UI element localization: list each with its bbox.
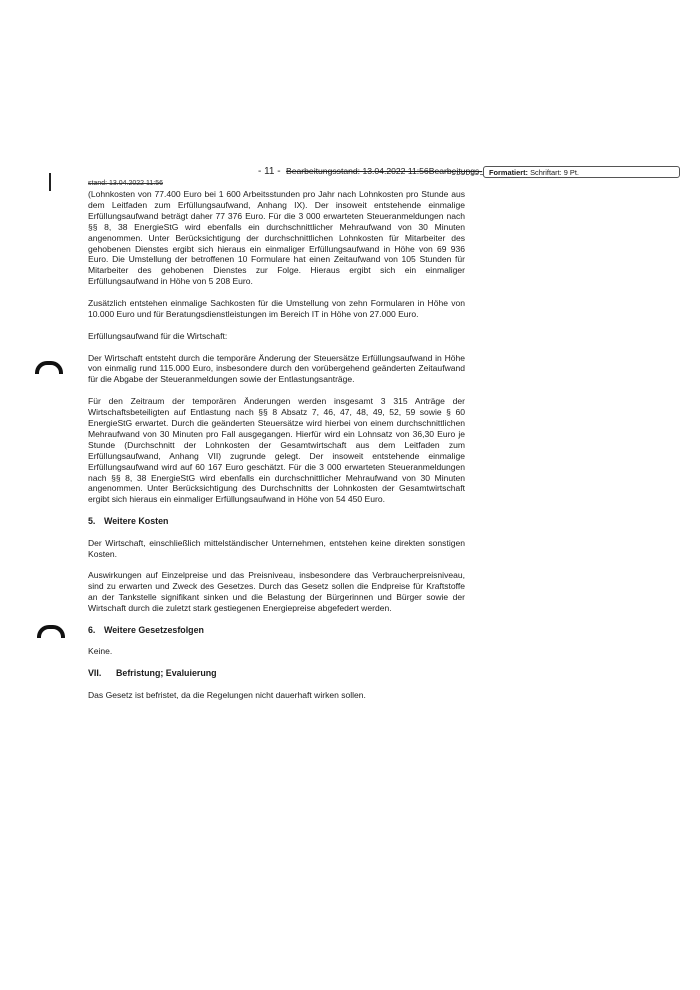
page-header: [258, 166, 482, 177]
paragraph: Für den Zeitraum der temporären Änderungen werden insgesamt 3 315 Anträge der Wirtschaftsbeteiligten auf Entlastung nach §§ 8 Absatz 7, 46, 47, 48, 49, 52, 59 sowie § 60 EnergieStG erwartet. Durch die geänderten Steuersätze wird hierbei von einem durchschnittlichen Mehraufwand von 30 Minuten pro Fall ausgegangen. Hierfür wird ein Lohnsatz von 36,30 Euro je Stunde (Durchschnitt der Lohnkosten der Gesamtwirtschaft aus dem Leitfaden zum Erfüllungsaufwand, Anhang VII) zugrunde gelegt. Der insoweit entstehende einmalige Erfüllungsaufwand wird auf 60 167 Euro geschätzt. Für die 3 000 erwarteten Steueranmeldungen nach §§ 8, 38 EnergieStG wird ebenfalls ein durchschnittlicher Mehraufwand von 30 Minuten angenommen. Unter Berücksichtigung des Durchschnitts der Lohnkosten der Gesamtwirtschaft ergibt sich hieraus ein einmaliger Erfüllungsaufwand in Höhe von 54 450 Euro.: [88, 396, 465, 505]
section-heading-6: [88, 625, 465, 636]
paragraph: (Lohnkosten von 77.400 Euro bei 1 600 Arbeitsstunden pro Jahr nach Lohnkosten pro Stunde aus dem Leitfaden zum Erfüllungsaufwand, Anhang IX). Der insoweit entstehende einmalige Erfüllungsaufwand beträgt daher 77 376 Euro. Für die 3 000 erwarteten Steueranmeldungen nach §§ 8, 38 EnergieStG wird ebenfalls ein durchschnittlicher Mehraufwand von 30 Minuten angenommen. Unter Berücksichtigung der durchschnittlichen Lohnkosten für Mitarbeiter des gehobenen Dienstes ergibt sich hieraus ein einmaliger Erfüllungsaufwand in Höhe von 69 936 Euro. Die Umstellung der betroffenen 10 Formulare hat einen Zeitaufwand von 105 Stunden für Mitarbeiter des gehobenen Dienstes zur Folge. Hieraus ergibt sich ein einmaliger Erfüllungsaufwand in Höhe von 5 208 Euro.: [88, 189, 465, 287]
paragraph: Das Gesetz ist befristet, da die Regelungen nicht dauerhaft wirken sollen.: [88, 689, 366, 700]
paragraph: Der Wirtschaft, einschließlich mittelständischer Unternehmen, entstehen keine direkten sonstigen Kosten.: [88, 537, 465, 559]
paragraph: Keine.: [88, 646, 113, 657]
heading-number: 6.: [88, 624, 96, 635]
margin-arc-mark: [35, 361, 63, 374]
paragraph: Zusätzlich entstehen einmalige Sachkosten für die Umstellung von zehn Formularen in Höhe von 10.000 Euro und für Beratungsdienstleistungen im Bereich IT in Höhe von 27.000 Euro.: [88, 298, 465, 319]
heading-title: Weitere Gesetzesfolgen: [104, 624, 204, 635]
heading-number: VII.: [88, 668, 102, 679]
page-number: - 11 -: [258, 166, 281, 177]
heading-title: Weitere Kosten: [104, 516, 169, 527]
section-heading-5: [88, 516, 465, 527]
change-bar: [49, 173, 51, 191]
comment-connector: [452, 174, 483, 175]
revision-timestamp-continued: stand: 13.04.2022 11:56: [88, 180, 163, 187]
paragraph: Der Wirtschaft entsteht durch die temporäre Änderung der Steuersätze Erfüllungsaufwand in Höhe von einmalig rund 115.000 Euro, insbesondere durch den vorübergehend geänderten Zeitaufwand für die Abgabe der Steueranmeldungen sowie der Entlastungsanträge.: [88, 352, 465, 385]
paragraph: Auswirkungen auf Einzelpreise und das Preisniveau, insbesondere das Verbraucherpreisniveau, sind zu erwarten und Zweck des Gesetzes. Durch das Gesetz sollen die Endpreise für Kraftstoffe an der Tankstelle signifikant sinken und die Belastung der Bürgerinnen und Bürger sowie der Wirtschaft durch die zuletzt stark gestiegenen Energiepreise abgefedert werden.: [88, 570, 465, 614]
revision-timestamp-deleted: Bearbeitungsstand: 13.04.2022 11:56Bearbeitungs-: [286, 166, 483, 176]
margin-arc-mark: [37, 625, 65, 638]
comment-label: Formatiert:: [489, 168, 529, 177]
format-comment-balloon[interactable]: [483, 166, 680, 178]
comment-text: Schriftart: 9 Pt.: [530, 168, 579, 177]
paragraph: Erfüllungsaufwand für die Wirtschaft:: [88, 330, 228, 341]
section-heading-vii: [88, 668, 465, 679]
heading-title: Befristung; Evaluierung: [116, 668, 217, 679]
document-body: [88, 189, 465, 701]
heading-number: 5.: [88, 516, 96, 527]
